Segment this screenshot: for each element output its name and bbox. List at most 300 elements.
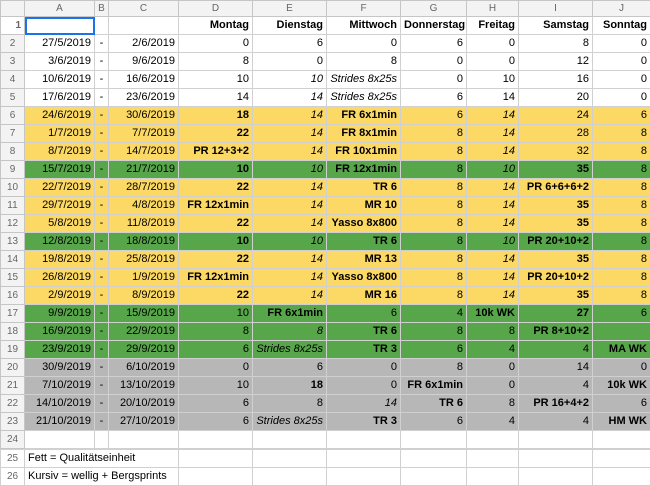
cell-b10[interactable]: - (95, 179, 109, 197)
table-row[interactable] (1, 251, 650, 269)
column-header-a[interactable]: A (25, 1, 95, 17)
cell-b22[interactable]: - (95, 395, 109, 413)
cell-a21[interactable]: 7/10/2019 (25, 377, 95, 395)
cell-d10[interactable]: 22 (179, 179, 253, 197)
cell-d3[interactable]: 8 (179, 53, 253, 71)
cell-h23[interactable]: 4 (467, 413, 519, 431)
cell-a2[interactable]: 27/5/2019 (25, 35, 95, 53)
cell-b2[interactable]: - (95, 35, 109, 53)
column-header-g[interactable]: G (401, 1, 467, 17)
row-header-2[interactable]: 2 (1, 35, 25, 53)
cell-empty[interactable] (467, 450, 519, 468)
table-row[interactable] (1, 323, 650, 341)
cell-f20[interactable]: 0 (327, 359, 401, 377)
row-header-18[interactable]: 18 (1, 323, 25, 341)
cell-d5[interactable]: 14 (179, 89, 253, 107)
cell-h18[interactable]: 8 (467, 323, 519, 341)
table-row[interactable] (1, 450, 650, 468)
cell-a11[interactable]: 29/7/2019 (25, 197, 95, 215)
cell-empty[interactable] (593, 468, 650, 486)
row-header-25[interactable]: 25 (1, 450, 25, 468)
cell-e17[interactable]: FR 6x1min (253, 305, 327, 323)
cell-i10[interactable]: PR 6+6+6+2 (519, 179, 593, 197)
cell-h6[interactable]: 14 (467, 107, 519, 125)
cell-b8[interactable]: - (95, 143, 109, 161)
cell-h12[interactable]: 14 (467, 215, 519, 233)
cell-b21[interactable]: - (95, 377, 109, 395)
cell-a18[interactable]: 16/9/2019 (25, 323, 95, 341)
cell-e3[interactable]: 0 (253, 53, 327, 71)
cell-e24[interactable] (253, 431, 327, 449)
cell-f7[interactable]: FR 8x1min (327, 125, 401, 143)
cell-f5[interactable]: Strides 8x25s (327, 89, 401, 107)
cell-e21[interactable]: 18 (253, 377, 327, 395)
row-header-3[interactable]: 3 (1, 53, 25, 71)
cell-f12[interactable]: Yasso 8x800 (327, 215, 401, 233)
cell-g18[interactable]: 8 (401, 323, 467, 341)
cell-f18[interactable]: TR 6 (327, 323, 401, 341)
cell-e4[interactable]: 10 (253, 71, 327, 89)
cell-g13[interactable]: 8 (401, 233, 467, 251)
table-row[interactable] (1, 468, 650, 486)
cell-empty[interactable] (253, 468, 327, 486)
table-row[interactable] (1, 107, 650, 125)
cell-j14[interactable]: 8 (593, 251, 650, 269)
cell-g1-donnerstag[interactable]: Donnerstag (401, 17, 467, 35)
cell-g8[interactable]: 8 (401, 143, 467, 161)
cell-h1-freitag[interactable]: Freitag (467, 17, 519, 35)
cell-c4[interactable]: 16/6/2019 (109, 71, 179, 89)
row-header-6[interactable]: 6 (1, 107, 25, 125)
cell-a6[interactable]: 24/6/2019 (25, 107, 95, 125)
cell-f21[interactable]: 0 (327, 377, 401, 395)
column-header-c[interactable]: C (109, 1, 179, 17)
cell-g9[interactable]: 8 (401, 161, 467, 179)
cell-j7[interactable]: 8 (593, 125, 650, 143)
cell-h7[interactable]: 14 (467, 125, 519, 143)
cell-d13[interactable]: 10 (179, 233, 253, 251)
cell-j9[interactable]: 8 (593, 161, 650, 179)
cell-f17[interactable]: 6 (327, 305, 401, 323)
cell-j15[interactable]: 8 (593, 269, 650, 287)
cell-f13[interactable]: TR 6 (327, 233, 401, 251)
cell-d16[interactable]: 22 (179, 287, 253, 305)
table-row[interactable] (1, 17, 650, 35)
cell-c5[interactable]: 23/6/2019 (109, 89, 179, 107)
cell-j11[interactable]: 8 (593, 197, 650, 215)
row-header-20[interactable]: 20 (1, 359, 25, 377)
cell-g6[interactable]: 6 (401, 107, 467, 125)
cell-f3[interactable]: 8 (327, 53, 401, 71)
cell-b5[interactable]: - (95, 89, 109, 107)
column-header-i[interactable]: I (519, 1, 593, 17)
cell-empty[interactable] (401, 450, 467, 468)
cell-d1-montag[interactable]: Montag (179, 17, 253, 35)
select-all-corner[interactable] (1, 1, 25, 17)
cell-empty[interactable] (327, 468, 401, 486)
cell-b16[interactable]: - (95, 287, 109, 305)
cell-g17[interactable]: 4 (401, 305, 467, 323)
cell-b17[interactable]: - (95, 305, 109, 323)
row-header-19[interactable]: 19 (1, 341, 25, 359)
cell-a7[interactable]: 1/7/2019 (25, 125, 95, 143)
cell-g23[interactable]: 6 (401, 413, 467, 431)
cell-h17[interactable]: 10k WK (467, 305, 519, 323)
table-row[interactable] (1, 359, 650, 377)
cell-d18[interactable]: 8 (179, 323, 253, 341)
cell-f16[interactable]: MR 16 (327, 287, 401, 305)
cell-empty[interactable] (179, 468, 253, 486)
column-header-j[interactable]: J (593, 1, 650, 17)
cell-d8[interactable]: PR 12+3+2 (179, 143, 253, 161)
cell-g24[interactable] (401, 431, 467, 449)
cell-empty[interactable] (467, 468, 519, 486)
cell-h14[interactable]: 14 (467, 251, 519, 269)
cell-d24[interactable] (179, 431, 253, 449)
cell-a10[interactable]: 22/7/2019 (25, 179, 95, 197)
cell-j6[interactable]: 6 (593, 107, 650, 125)
cell-f14[interactable]: MR 13 (327, 251, 401, 269)
row-header-4[interactable]: 4 (1, 71, 25, 89)
cell-i18[interactable]: PR 8+10+2 (519, 323, 593, 341)
cell-e2[interactable]: 6 (253, 35, 327, 53)
cell-d6[interactable]: 18 (179, 107, 253, 125)
cell-h2[interactable]: 0 (467, 35, 519, 53)
cell-h8[interactable]: 14 (467, 143, 519, 161)
cell-j19[interactable]: MA WK (593, 341, 650, 359)
cell-c21[interactable]: 13/10/2019 (109, 377, 179, 395)
cell-c8[interactable]: 14/7/2019 (109, 143, 179, 161)
cell-a23[interactable]: 21/10/2019 (25, 413, 95, 431)
cell-g15[interactable]: 8 (401, 269, 467, 287)
cell-b19[interactable]: - (95, 341, 109, 359)
cell-d14[interactable]: 22 (179, 251, 253, 269)
cell-j10[interactable]: 8 (593, 179, 650, 197)
cell-g5[interactable]: 6 (401, 89, 467, 107)
cell-a13[interactable]: 12/8/2019 (25, 233, 95, 251)
cell-e11[interactable]: 14 (253, 197, 327, 215)
cell-i20[interactable]: 14 (519, 359, 593, 377)
row-header-14[interactable]: 14 (1, 251, 25, 269)
cell-j12[interactable]: 8 (593, 215, 650, 233)
cell-d23[interactable]: 6 (179, 413, 253, 431)
cell-a24[interactable] (25, 431, 95, 449)
table-row[interactable] (1, 161, 650, 179)
cell-c15[interactable]: 1/9/2019 (109, 269, 179, 287)
cell-c22[interactable]: 20/10/2019 (109, 395, 179, 413)
cell-f1-mittwoch[interactable]: Mittwoch (327, 17, 401, 35)
cell-empty[interactable] (179, 450, 253, 468)
legend-note-26[interactable]: Kursiv = wellig + Bergsprints (25, 468, 179, 486)
table-row[interactable] (1, 305, 650, 323)
cell-g7[interactable]: 8 (401, 125, 467, 143)
cell-e15[interactable]: 14 (253, 269, 327, 287)
cell-g21[interactable]: FR 6x1min (401, 377, 467, 395)
cell-e12[interactable]: 14 (253, 215, 327, 233)
cell-h19[interactable]: 4 (467, 341, 519, 359)
cell-g3[interactable]: 0 (401, 53, 467, 71)
row-header-17[interactable]: 17 (1, 305, 25, 323)
cell-i5[interactable]: 20 (519, 89, 593, 107)
cell-h3[interactable]: 0 (467, 53, 519, 71)
row-header-7[interactable]: 7 (1, 125, 25, 143)
cell-g19[interactable]: 6 (401, 341, 467, 359)
cell-c6[interactable]: 30/6/2019 (109, 107, 179, 125)
cell-j17[interactable]: 6 (593, 305, 650, 323)
cell-c11[interactable]: 4/8/2019 (109, 197, 179, 215)
table-row[interactable] (1, 53, 650, 71)
cell-empty[interactable] (327, 450, 401, 468)
cell-e20[interactable]: 6 (253, 359, 327, 377)
cell-b12[interactable]: - (95, 215, 109, 233)
cell-j20[interactable]: 0 (593, 359, 650, 377)
cell-a5[interactable]: 17/6/2019 (25, 89, 95, 107)
row-header-26[interactable]: 26 (1, 468, 25, 486)
cell-f22[interactable]: 14 (327, 395, 401, 413)
table-row[interactable] (1, 215, 650, 233)
cell-d11[interactable]: FR 12x1min (179, 197, 253, 215)
cell-i2[interactable]: 8 (519, 35, 593, 53)
cell-i17[interactable]: 27 (519, 305, 593, 323)
cell-i16[interactable]: 35 (519, 287, 593, 305)
cell-b14[interactable]: - (95, 251, 109, 269)
cell-f8[interactable]: FR 10x1min (327, 143, 401, 161)
cell-empty[interactable] (593, 450, 650, 468)
row-header-9[interactable]: 9 (1, 161, 25, 179)
column-header-f[interactable]: F (327, 1, 401, 17)
cell-a12[interactable]: 5/8/2019 (25, 215, 95, 233)
row-header-1[interactable]: 1 (1, 17, 25, 35)
cell-b15[interactable]: - (95, 269, 109, 287)
cell-c3[interactable]: 9/6/2019 (109, 53, 179, 71)
cell-b3[interactable]: - (95, 53, 109, 71)
cell-b20[interactable]: - (95, 359, 109, 377)
cell-d17[interactable]: 10 (179, 305, 253, 323)
cell-c13[interactable]: 18/8/2019 (109, 233, 179, 251)
table-row[interactable] (1, 197, 650, 215)
cell-h24[interactable] (467, 431, 519, 449)
cell-a16[interactable]: 2/9/2019 (25, 287, 95, 305)
cell-d7[interactable]: 22 (179, 125, 253, 143)
cell-e22[interactable]: 8 (253, 395, 327, 413)
table-row[interactable] (1, 35, 650, 53)
column-header-d[interactable]: D (179, 1, 253, 17)
table-row[interactable] (1, 341, 650, 359)
table-row[interactable] (1, 431, 650, 449)
cell-c17[interactable]: 15/9/2019 (109, 305, 179, 323)
cell-e10[interactable]: 14 (253, 179, 327, 197)
cell-i12[interactable]: 35 (519, 215, 593, 233)
table-row[interactable] (1, 269, 650, 287)
cell-i8[interactable]: 32 (519, 143, 593, 161)
cell-d19[interactable]: 6 (179, 341, 253, 359)
column-header-e[interactable]: E (253, 1, 327, 17)
cell-d9[interactable]: 10 (179, 161, 253, 179)
cell-empty[interactable] (519, 468, 593, 486)
cell-d20[interactable]: 0 (179, 359, 253, 377)
cell-c18[interactable]: 22/9/2019 (109, 323, 179, 341)
cell-f2[interactable]: 0 (327, 35, 401, 53)
cell-d22[interactable]: 6 (179, 395, 253, 413)
cell-c19[interactable]: 29/9/2019 (109, 341, 179, 359)
row-header-5[interactable]: 5 (1, 89, 25, 107)
cell-e5[interactable]: 14 (253, 89, 327, 107)
cell-c16[interactable]: 8/9/2019 (109, 287, 179, 305)
cell-g20[interactable]: 8 (401, 359, 467, 377)
cell-f6[interactable]: FR 6x1min (327, 107, 401, 125)
cell-g10[interactable]: 8 (401, 179, 467, 197)
cell-i3[interactable]: 12 (519, 53, 593, 71)
cell-j21[interactable]: 10k WK (593, 377, 650, 395)
cell-d2[interactable]: 0 (179, 35, 253, 53)
cell-e18[interactable]: 8 (253, 323, 327, 341)
cell-b9[interactable]: - (95, 161, 109, 179)
row-header-10[interactable]: 10 (1, 179, 25, 197)
cell-g14[interactable]: 8 (401, 251, 467, 269)
cell-j1-sonntag[interactable]: Sonntag (593, 17, 650, 35)
cell-f4[interactable]: Strides 8x25s (327, 71, 401, 89)
cell-d12[interactable]: 22 (179, 215, 253, 233)
cell-a20[interactable]: 30/9/2019 (25, 359, 95, 377)
row-header-22[interactable]: 22 (1, 395, 25, 413)
cell-i6[interactable]: 24 (519, 107, 593, 125)
cell-d4[interactable]: 10 (179, 71, 253, 89)
cell-b7[interactable]: - (95, 125, 109, 143)
cell-empty[interactable] (519, 450, 593, 468)
cell-i22[interactable]: PR 16+4+2 (519, 395, 593, 413)
cell-b6[interactable]: - (95, 107, 109, 125)
table-row[interactable] (1, 125, 650, 143)
cell-i24[interactable] (519, 431, 593, 449)
row-header-13[interactable]: 13 (1, 233, 25, 251)
cell-g2[interactable]: 6 (401, 35, 467, 53)
cell-i23[interactable]: 4 (519, 413, 593, 431)
cell-i4[interactable]: 16 (519, 71, 593, 89)
cell-j18[interactable] (593, 323, 650, 341)
cell-i21[interactable]: 4 (519, 377, 593, 395)
cell-i11[interactable]: 35 (519, 197, 593, 215)
row-header-16[interactable]: 16 (1, 287, 25, 305)
row-header-11[interactable]: 11 (1, 197, 25, 215)
cell-h4[interactable]: 10 (467, 71, 519, 89)
cell-g11[interactable]: 8 (401, 197, 467, 215)
cell-f11[interactable]: MR 10 (327, 197, 401, 215)
cell-c12[interactable]: 11/8/2019 (109, 215, 179, 233)
cell-i7[interactable]: 28 (519, 125, 593, 143)
cell-empty[interactable] (401, 468, 467, 486)
cell-b13[interactable]: - (95, 233, 109, 251)
cell-j23[interactable]: HM WK (593, 413, 650, 431)
cell-j24[interactable] (593, 431, 650, 449)
cell-h13[interactable]: 10 (467, 233, 519, 251)
cell-g22[interactable]: TR 6 (401, 395, 467, 413)
cell-a14[interactable]: 19/8/2019 (25, 251, 95, 269)
cell-c7[interactable]: 7/7/2019 (109, 125, 179, 143)
table-row[interactable] (1, 413, 650, 431)
cell-b18[interactable]: - (95, 323, 109, 341)
cell-i13[interactable]: PR 20+10+2 (519, 233, 593, 251)
cell-h22[interactable]: 8 (467, 395, 519, 413)
cell-f15[interactable]: Yasso 8x800 (327, 269, 401, 287)
cell-b1[interactable] (95, 17, 109, 35)
cell-empty[interactable] (253, 450, 327, 468)
cell-f10[interactable]: TR 6 (327, 179, 401, 197)
cell-i9[interactable]: 35 (519, 161, 593, 179)
cell-j2[interactable]: 0 (593, 35, 650, 53)
row-header-21[interactable]: 21 (1, 377, 25, 395)
table-row[interactable] (1, 395, 650, 413)
cell-a4[interactable]: 10/6/2019 (25, 71, 95, 89)
table-row[interactable] (1, 143, 650, 161)
cell-g4[interactable]: 0 (401, 71, 467, 89)
table-row[interactable] (1, 377, 650, 395)
column-header-h[interactable]: H (467, 1, 519, 17)
cell-e8[interactable]: 14 (253, 143, 327, 161)
cell-i14[interactable]: 35 (519, 251, 593, 269)
cell-c1[interactable] (109, 17, 179, 35)
cell-e14[interactable]: 14 (253, 251, 327, 269)
cell-c2[interactable]: 2/6/2019 (109, 35, 179, 53)
cell-i19[interactable]: 4 (519, 341, 593, 359)
cell-a3[interactable]: 3/6/2019 (25, 53, 95, 71)
table-row[interactable] (1, 89, 650, 107)
cell-a22[interactable]: 14/10/2019 (25, 395, 95, 413)
cell-f9[interactable]: FR 12x1min (327, 161, 401, 179)
table-row[interactable] (1, 287, 650, 305)
cell-h9[interactable]: 10 (467, 161, 519, 179)
cell-e13[interactable]: 10 (253, 233, 327, 251)
cell-d21[interactable]: 10 (179, 377, 253, 395)
cell-a19[interactable]: 23/9/2019 (25, 341, 95, 359)
cell-a9[interactable]: 15/7/2019 (25, 161, 95, 179)
cell-c20[interactable]: 6/10/2019 (109, 359, 179, 377)
cell-c10[interactable]: 28/7/2019 (109, 179, 179, 197)
cell-j4[interactable]: 0 (593, 71, 650, 89)
cell-c23[interactable]: 27/10/2019 (109, 413, 179, 431)
cell-f24[interactable] (327, 431, 401, 449)
cell-h21[interactable]: 0 (467, 377, 519, 395)
cell-b23[interactable]: - (95, 413, 109, 431)
table-row[interactable] (1, 179, 650, 197)
cell-i15[interactable]: PR 20+10+2 (519, 269, 593, 287)
cell-h11[interactable]: 14 (467, 197, 519, 215)
cell-e7[interactable]: 14 (253, 125, 327, 143)
cell-a17[interactable]: 9/9/2019 (25, 305, 95, 323)
cell-d15[interactable]: FR 12x1min (179, 269, 253, 287)
cell-e19[interactable]: Strides 8x25s (253, 341, 327, 359)
cell-e9[interactable]: 10 (253, 161, 327, 179)
cell-e6[interactable]: 14 (253, 107, 327, 125)
cell-e1-dienstag[interactable]: Dienstag (253, 17, 327, 35)
cell-c14[interactable]: 25/8/2019 (109, 251, 179, 269)
cell-a15[interactable]: 26/8/2019 (25, 269, 95, 287)
cell-f23[interactable]: TR 3 (327, 413, 401, 431)
cell-e16[interactable]: 14 (253, 287, 327, 305)
cell-b4[interactable]: - (95, 71, 109, 89)
cell-c24[interactable] (109, 431, 179, 449)
table-row[interactable] (1, 71, 650, 89)
column-header-b[interactable]: B (95, 1, 109, 17)
cell-c9[interactable]: 21/7/2019 (109, 161, 179, 179)
cell-h16[interactable]: 14 (467, 287, 519, 305)
cell-g12[interactable]: 8 (401, 215, 467, 233)
row-header-24[interactable]: 24 (1, 431, 25, 449)
cell-a8[interactable]: 8/7/2019 (25, 143, 95, 161)
row-header-23[interactable]: 23 (1, 413, 25, 431)
cell-g16[interactable]: 8 (401, 287, 467, 305)
cell-h20[interactable]: 0 (467, 359, 519, 377)
row-header-15[interactable]: 15 (1, 269, 25, 287)
